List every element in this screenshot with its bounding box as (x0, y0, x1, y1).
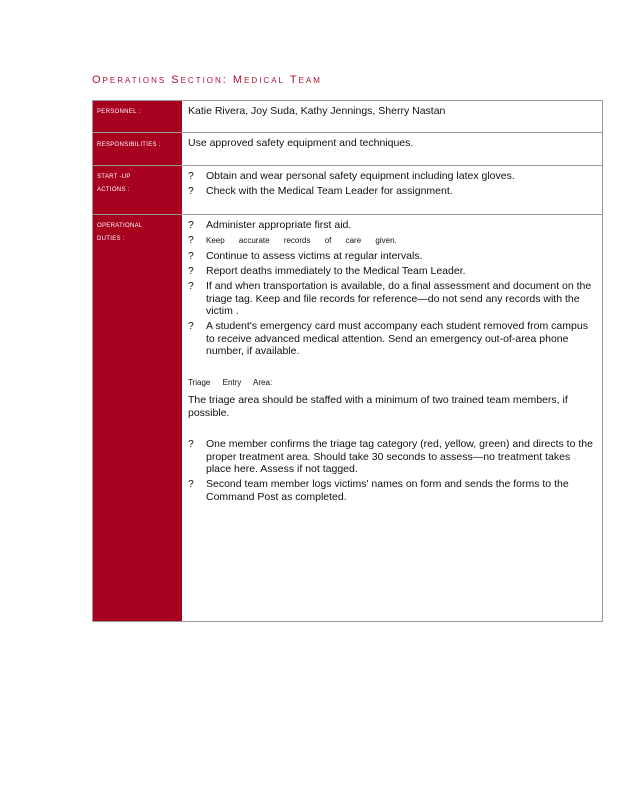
startup-list (188, 170, 596, 198)
duties-row (93, 215, 602, 621)
list-item: ? Obtain and wear personal safety equipment including latex gloves. (188, 170, 515, 182)
list-item: ? Report deaths immediately to the Medical Team Leader. (188, 265, 466, 277)
bullet-icon: ? (188, 438, 194, 450)
triage-text: The triage area should be staffed with a minimum of two trained team members, if possible. (188, 394, 568, 419)
list-item: ? Keep accurate records of care given. (188, 234, 397, 246)
startup-content (188, 170, 596, 200)
triage-list (188, 438, 596, 503)
bullet-icon: ? (188, 185, 194, 197)
bullet-icon: ? (188, 280, 194, 292)
bullet-icon: ? (188, 478, 194, 490)
duties-content (188, 219, 596, 506)
bullet-icon: ? (188, 234, 194, 246)
medical-team-table (92, 100, 603, 622)
personnel-row (93, 101, 602, 133)
list-item: ? Administer appropriate first aid. (188, 219, 352, 231)
duties-label: OPERATIONAL DUTIES : (97, 223, 143, 242)
startup-label: START -UP ACTIONS : (97, 174, 131, 193)
responsibilities-row (93, 133, 602, 166)
bullet-icon: ? (188, 320, 194, 332)
startup-row (93, 166, 602, 215)
list-item: ? Continue to assess victims at regular intervals. (188, 250, 423, 262)
list-item: ? One member confirms the triage tag category (red, yellow, green) and directs to the proper treatment area. Should take 30 seconds to assess—no treatment takes place here. Assess if not tagged. (188, 438, 593, 475)
responsibilities-label: RESPONSIBILITIES : (97, 142, 161, 148)
list-item: ? A student's emergency card must accompany each student removed from campus to receive advanced medical attention. Send an emergency out-of-area phone number, if available. (188, 320, 588, 357)
duties-list (188, 219, 596, 358)
personnel-label: PERSONNEL : (97, 109, 141, 115)
bullet-icon: ? (188, 250, 194, 262)
list-item: ? Check with the Medical Team Leader for assignment. (188, 185, 453, 197)
bullet-icon: ? (188, 219, 194, 231)
responsibilities-value: Use approved safety equipment and techniques. (188, 137, 414, 149)
personnel-value: Katie Rivera, Joy Suda, Kathy Jennings, Sherry Nastan (188, 105, 446, 117)
page-heading: Operations Section: Medical Team (92, 74, 322, 86)
bullet-icon: ? (188, 265, 194, 277)
bullet-icon: ? (188, 170, 194, 182)
triage-heading: Triage Entry Area: (188, 377, 273, 387)
list-item: ? Second team member logs victims' names on form and sends the forms to the Command Post as completed. (188, 478, 569, 503)
list-item: ? If and when transportation is available, do a final assessment and document on the triage tag. Keep and file records for reference—do not send any records with the victim . (188, 280, 592, 317)
